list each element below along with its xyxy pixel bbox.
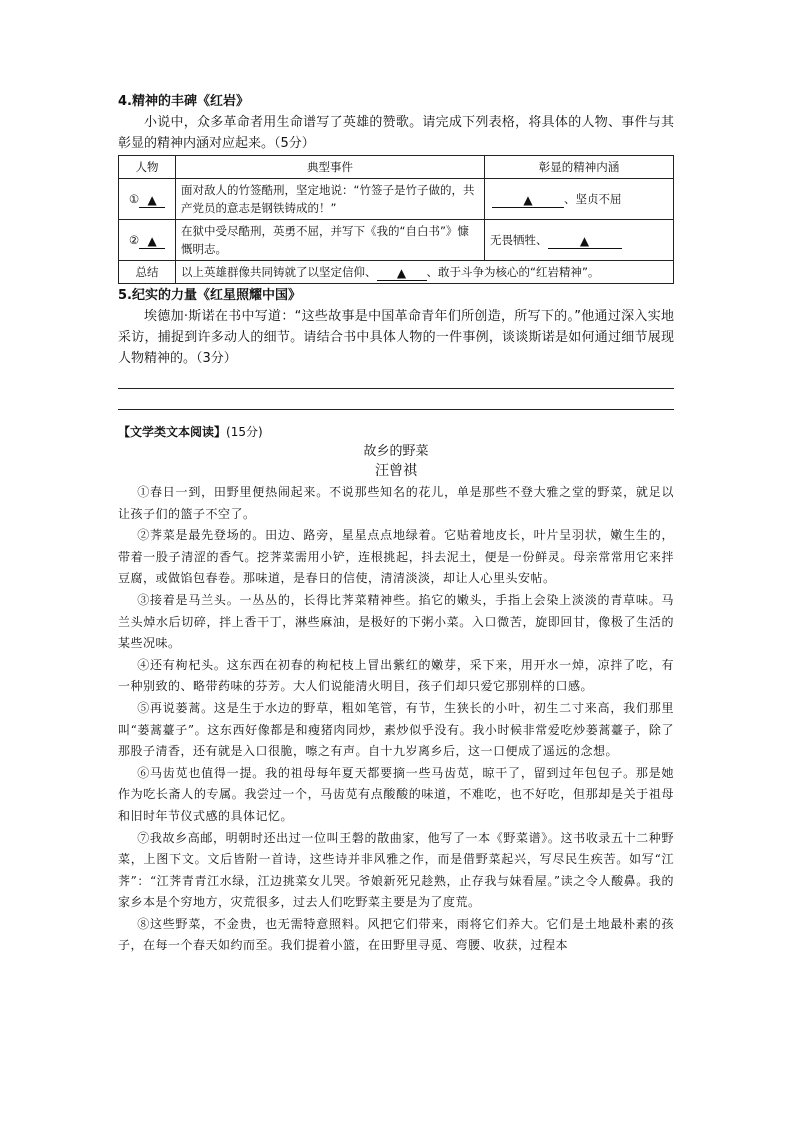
row1-marker: ① bbox=[128, 192, 140, 206]
triangle-icon: ▲ bbox=[147, 193, 157, 207]
article-paragraph: ①春日一到，田野里便热闹起来。不说那些知名的花儿，单是那些不登大雅之堂的野菜，就足以让孩子们的篮子不空了。 bbox=[118, 485, 674, 521]
row1-person bbox=[119, 179, 176, 220]
row2-person bbox=[119, 220, 176, 261]
summary-text-after: 、敢于斗争为核心的“红岩精神”。 bbox=[426, 265, 600, 279]
triangle-icon: ▲ bbox=[396, 266, 407, 280]
article-paragraph: ②荠菜是最先登场的。田边、路旁，星星点点地绿着。它贴着地皮长，叶片呈羽状，嫩生生的，带着一股子清涩的香气。挖荠菜需用小铲，连根挑起，抖去泥土，便是一份鲜灵。母亲常常用它来拌豆腐，或做馅包春卷。那味道，是春日的信使，清清淡淡，却让人心里头安帖。 bbox=[118, 528, 674, 586]
question-4-title: 4.精神的丰碑《红岩》 bbox=[118, 94, 249, 109]
article-paragraph: ④还有枸杞头。这东西在初春的枸杞枝上冒出紫红的嫩芽，采下来，用开水一焯，凉拌了吃，有一种别致的、略带药味的芬芳。大人们说能清火明目，孩子们却只爱它那别样的口感。 bbox=[118, 657, 674, 694]
article-paragraph: ⑤再说蒌蒿。这是生于水边的野草，粗如笔管，有节，生狭长的小叶，初生二寸来高，我们那里叫“蒌蒿薹子”。这东西好像都是和瘦猪肉同炒，素炒似乎没有。我小时候非常爱吃炒蒌蒿薹子，除了那股子清香，还有就是入口很脆，嚓之有声。自十九岁离乡后，这一口便成了遥远的念想。 bbox=[118, 700, 674, 759]
question-4-prompt: 小说中，众多革命者用生命谱写了英雄的赞歌。请完成下列表格，将具体的人物、事件与其彰显的精神内涵对应起来。（5分） bbox=[118, 115, 674, 151]
table-header-row bbox=[119, 156, 674, 179]
article-paragraph: ⑧这些野菜，不金贵，也无需特意照料。风把它们带来，雨将它们养大。它们是土地最朴素的孩子，在每一个春天如约而至。我们提着小篮，在田野里寻觅、弯腰、收获，过程本 bbox=[118, 916, 674, 953]
row1-spirit-blank[interactable] bbox=[492, 193, 564, 208]
row2-marker: ② bbox=[128, 233, 140, 247]
article-author: 汪曾祺 bbox=[375, 463, 417, 479]
row2-person-blank[interactable] bbox=[139, 234, 165, 249]
triangle-icon: ▲ bbox=[147, 234, 157, 248]
row2-spirit-blank[interactable] bbox=[548, 234, 622, 249]
answer-line[interactable] bbox=[118, 409, 674, 410]
row1-event: 面对敌人的竹签酷刑，坚定地说：“竹签子是竹子做的，共产党员的意志是钢铁铸成的！” bbox=[176, 179, 485, 220]
row2-spirit bbox=[485, 220, 674, 261]
table-row bbox=[119, 179, 674, 220]
question-4-table bbox=[118, 155, 674, 284]
exam-page bbox=[118, 92, 674, 957]
table-row bbox=[119, 220, 674, 261]
summary-text-before: 以上英雄群像共同铸就了以坚定信仰、 bbox=[181, 265, 377, 279]
table-row bbox=[119, 261, 674, 284]
article-paragraph: ⑦我故乡高邮，明朝时还出过一位叫王磐的散曲家，他写了一本《野菜谱》。这书收录五十二种野菜，上图下文。文后皆附一首诗，这些诗并非风雅之作，而是借野菜起兴，写尽民生疾苦。如写“江荠”：“江荠青青江水绿，江边挑菜女儿哭。爷娘新死兄趁熟，止存我与妹看屋。”读之令人酸鼻。我的家乡本是个穷地方，灾荒很多，过去人们吃野菜主要是为了度荒。 bbox=[118, 830, 674, 910]
header-person: 人物 bbox=[119, 156, 176, 179]
article-paragraph: ③接着是马兰头。一丛丛的，长得比荠菜精神些。掐它的嫩头，手指上会染上淡淡的青草味。马兰头焯水后切碎，拌上香干丁，淋些麻油，是极好的下粥小菜。入口微苦，旋即回甘，像极了生活的某些况味。 bbox=[118, 592, 674, 651]
section-label: 【文学类文本阅读】 bbox=[118, 425, 227, 439]
answer-line[interactable] bbox=[118, 388, 674, 389]
article-paragraph: ⑥马齿苋也值得一提。我的祖母每年夏天都要摘一些马齿苋，晾干了，留到过年包包子。那是她作为吃长斋人的专属。我尝过一个，马齿苋有点酸酸的味道，不难吃，也不好吃，但那却是关于祖母和旧时年节仪式感的具体记忆。 bbox=[118, 765, 674, 823]
summary-text bbox=[176, 261, 674, 284]
summary-blank[interactable] bbox=[377, 266, 427, 281]
section-heading bbox=[118, 422, 674, 442]
question-5-title: 5.纪实的力量《红星照耀中国》 bbox=[118, 288, 301, 303]
triangle-icon: ▲ bbox=[523, 193, 533, 207]
row1-person-blank[interactable] bbox=[139, 193, 165, 208]
row1-spirit-suffix: 、坚贞不屈 bbox=[564, 192, 622, 206]
article-title: 故乡的野菜 bbox=[363, 444, 429, 459]
article-body bbox=[118, 482, 674, 957]
header-event: 典型事件 bbox=[176, 156, 485, 179]
summary-label: 总结 bbox=[119, 261, 176, 284]
row2-spirit-prefix: 无畏牺牲、 bbox=[490, 233, 548, 247]
row1-spirit bbox=[485, 179, 674, 220]
header-spirit: 彰显的精神内涵 bbox=[485, 156, 674, 179]
section-score: (15分) bbox=[226, 425, 263, 439]
row2-event: 在狱中受尽酷刑，英勇不屈，并写下《我的“自白书”》慷慨明志。 bbox=[176, 220, 485, 261]
question-5-prompt: 埃德加·斯诺在书中写道：“这些故事是中国革命青年们所创造，所写下的。”他通过深入实地采访，捕捉到许多动人的细节。请结合书中具体人物的一件事例，谈谈斯诺是如何通过细节展现人物精神的。（3分） bbox=[118, 309, 674, 366]
triangle-icon: ▲ bbox=[579, 234, 590, 248]
